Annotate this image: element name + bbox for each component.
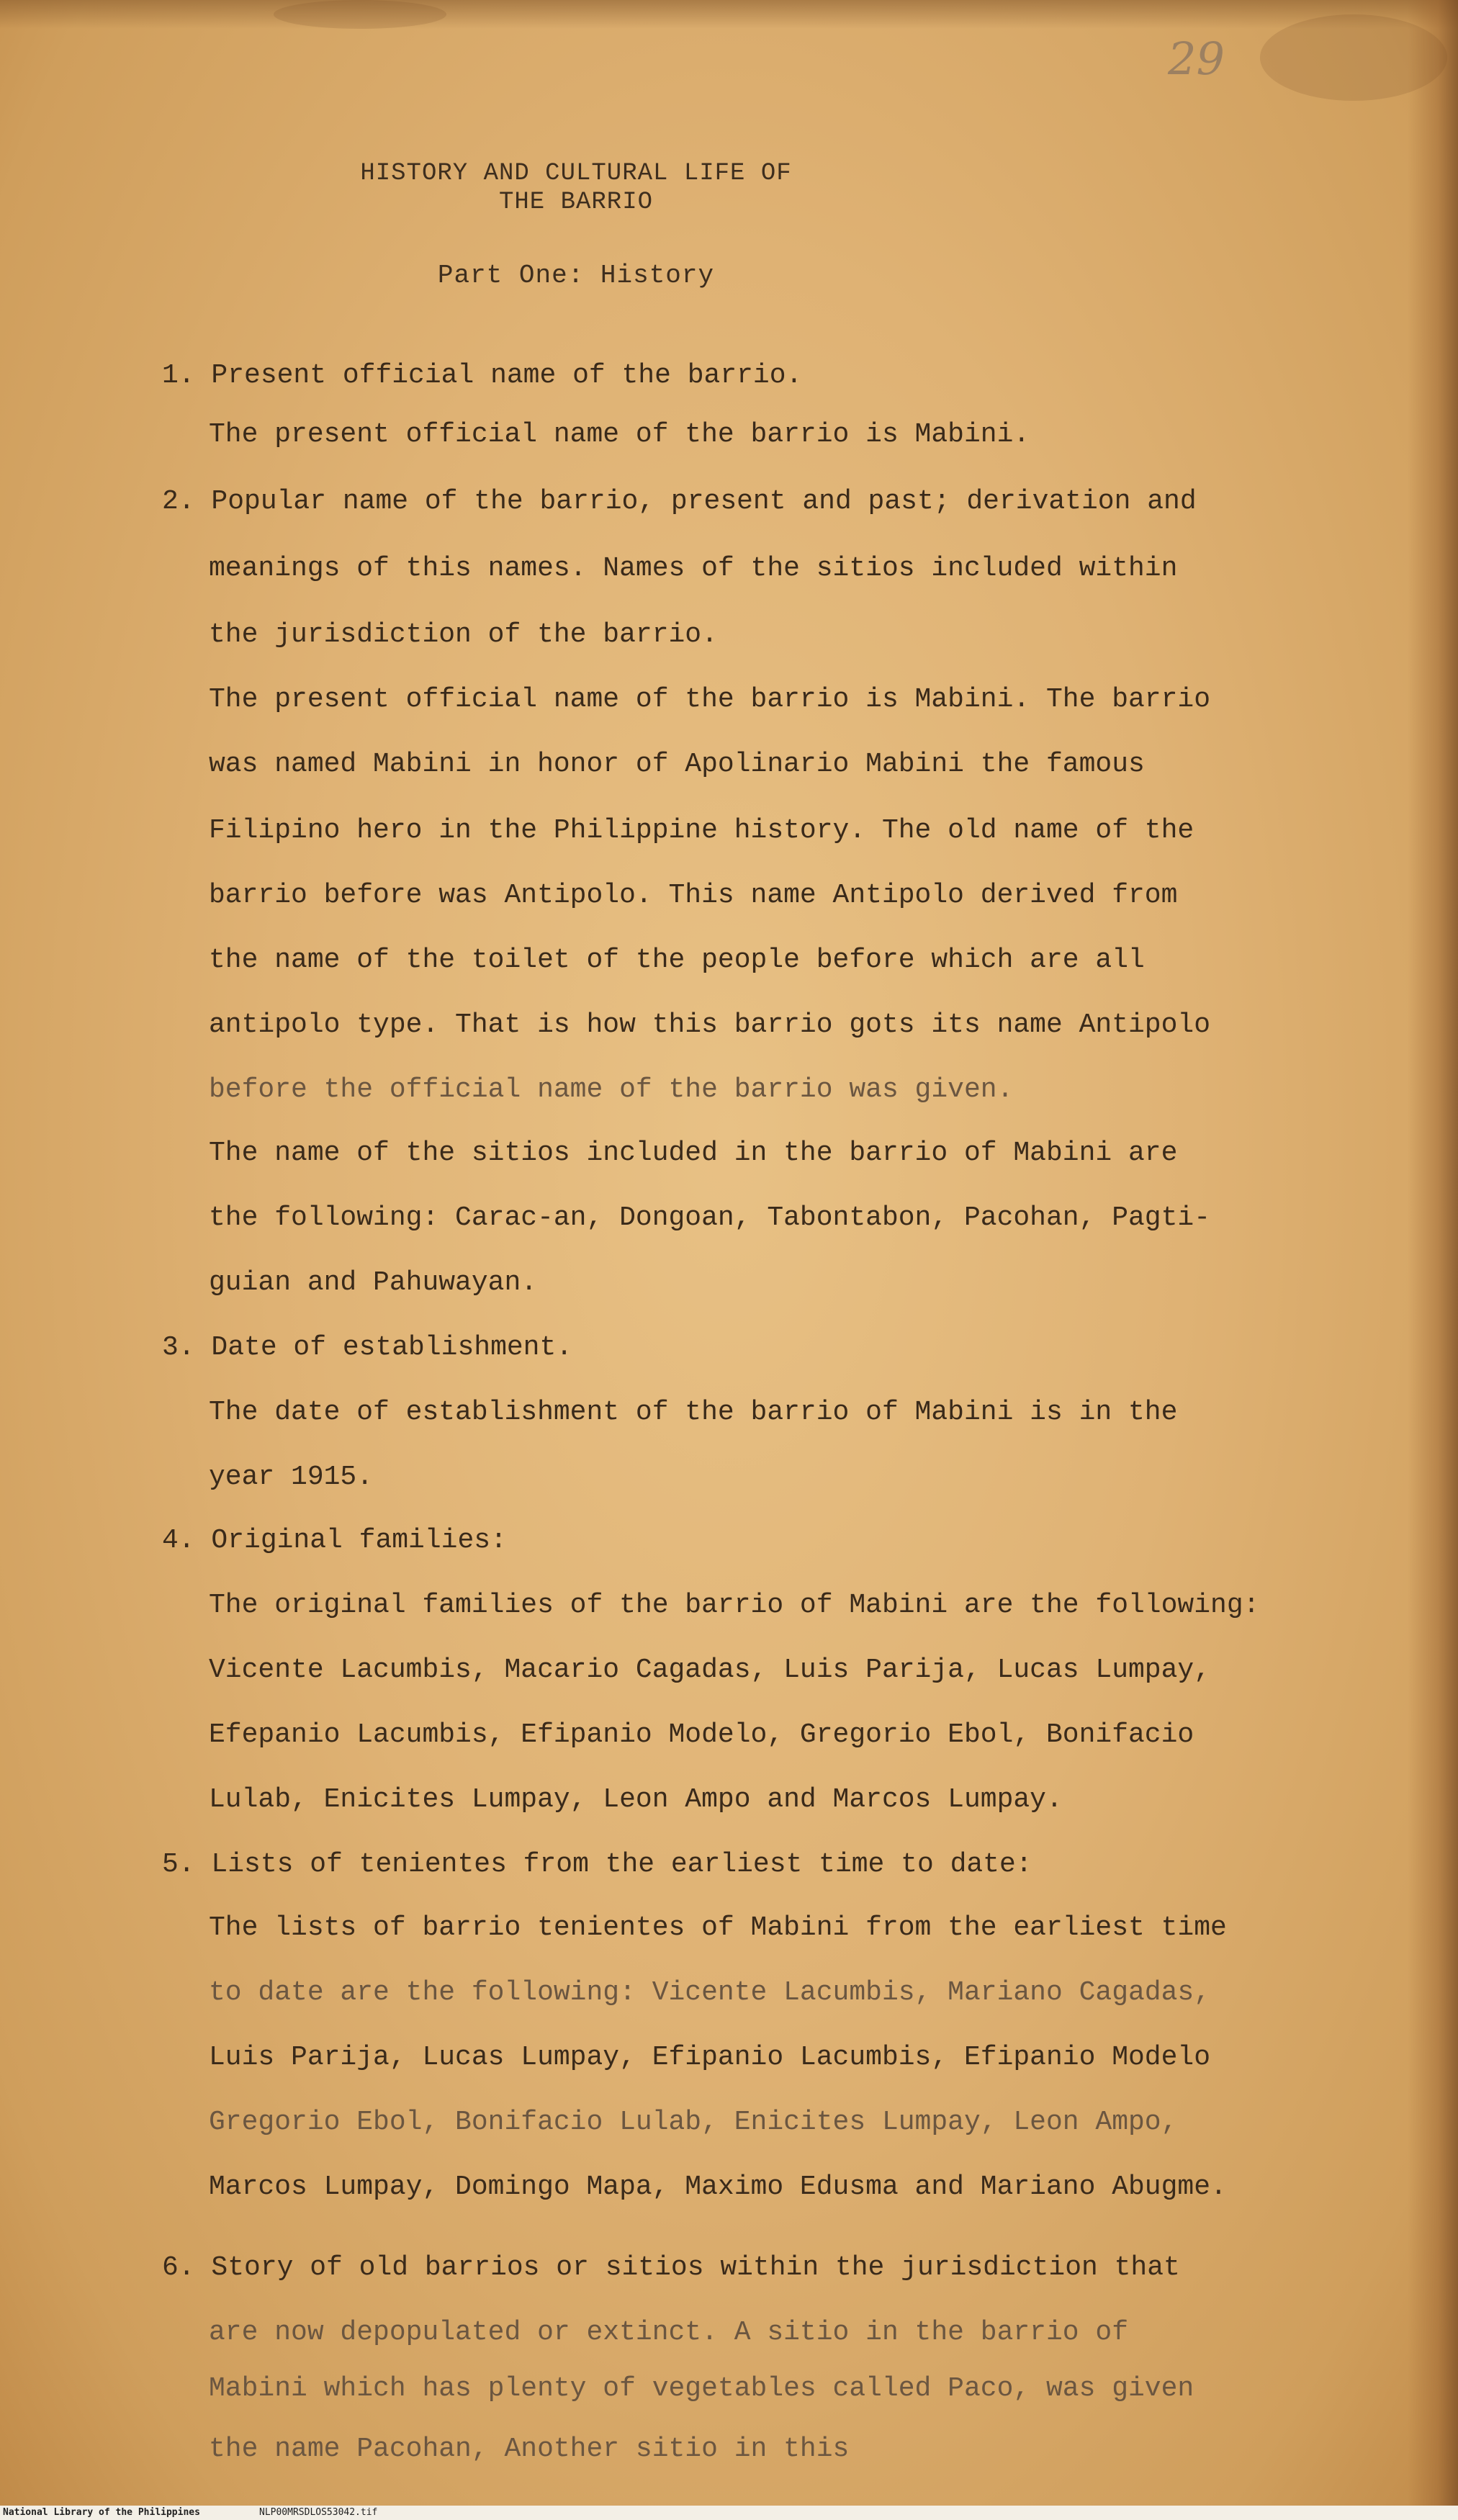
archive-credit: National Library of the Philippines xyxy=(3,2507,200,2518)
question-heading: 4. Original families: xyxy=(162,1525,507,1556)
answer-line: the name Pacohan, Another sitio in this xyxy=(209,2434,850,2465)
answer-line: Vicente Lacumbis, Macario Cagadas, Luis Parija, Lucas Lumpay, xyxy=(209,1655,1211,1686)
answer-line: the following: Carac-an, Dongoan, Tabontabon, Pacohan, Pagti- xyxy=(209,1202,1211,1233)
answer-line: The present official name of the barrio is Mabini. xyxy=(209,419,1030,450)
scan-footer-bar xyxy=(0,2506,1458,2520)
answer-line: The name of the sitios included in the barrio of Mabini are xyxy=(209,1138,1178,1169)
part-heading: Part One: History xyxy=(437,261,715,290)
answer-line: guian and Pahuwayan. xyxy=(209,1267,538,1298)
document-title-line-2: THE BARRIO xyxy=(498,189,654,216)
answer-line: Lulab, Enicites Lumpay, Leon Ampo and Marcos Lumpay. xyxy=(209,1784,1063,1815)
question-heading: 2. Popular name of the barrio, present and past; derivation and xyxy=(162,486,1197,517)
answer-line: to date are the following: Vicente Lacumbis, Mariano Cagadas, xyxy=(209,1977,1211,2008)
answer-line: the name of the toilet of the people before which are all xyxy=(209,945,1145,976)
question-line: the jurisdiction of the barrio. xyxy=(209,619,718,650)
paper-stain xyxy=(1260,14,1447,101)
answer-line: year 1915. xyxy=(209,1462,374,1493)
answer-line: The date of establishment of the barrio of Mabini is in the xyxy=(209,1397,1178,1428)
answer-line: The lists of barrio tenientes of Mabini from the earliest time xyxy=(209,1912,1227,1943)
answer-line: antipolo type. That is how this barrio gots its name Antipolo xyxy=(209,1009,1211,1040)
answer-line: Luis Parija, Lucas Lumpay, Efipanio Lacumbis, Efipanio Modelo xyxy=(209,2042,1211,2073)
answer-line: Filipino hero in the Philippine history. The old name of the xyxy=(209,815,1194,846)
answer-line: Gregorio Ebol, Bonifacio Lulab, Enicites Lumpay, Leon Ampo, xyxy=(209,2107,1178,2138)
question-heading: 6. Story of old barrios or sitios within the jurisdiction that xyxy=(162,2252,1180,2283)
scan-filename: NLP00MRSDLOS53042.tif xyxy=(259,2507,378,2518)
question-line: meanings of this names. Names of the sitios included within xyxy=(209,553,1178,584)
answer-line: was named Mabini in honor of Apolinario Mabini the famous xyxy=(209,749,1145,780)
answer-line: Efepanio Lacumbis, Efipanio Modelo, Gregorio Ebol, Bonifacio xyxy=(209,1719,1194,1750)
question-heading: 3. Date of establishment. xyxy=(162,1332,573,1363)
page-top-shadow xyxy=(0,0,1458,29)
answer-line: Marcos Lumpay, Domingo Mapa, Maximo Edusma and Mariano Abugme. xyxy=(209,2172,1227,2202)
question-heading: 5. Lists of tenientes from the earliest time to date: xyxy=(162,1849,1032,1880)
document-title-line-1: HISTORY AND CULTURAL LIFE OF xyxy=(360,160,792,187)
answer-line: barrio before was Antipolo. This name Antipolo derived from xyxy=(209,880,1178,911)
handwritten-page-number: 29 xyxy=(1168,32,1225,85)
question-heading: 1. Present official name of the barrio. xyxy=(162,360,803,391)
answer-line: are now depopulated or extinct. A sitio in the barrio of xyxy=(209,2317,1129,2348)
answer-line: The original families of the barrio of Mabini are the following: xyxy=(209,1590,1260,1621)
paper-stain xyxy=(274,0,446,29)
answer-line: before the official name of the barrio was given. xyxy=(209,1074,1014,1105)
page-right-edge xyxy=(1408,0,1458,2520)
answer-line: The present official name of the barrio is Mabini. The barrio xyxy=(209,684,1211,715)
answer-line: Mabini which has plenty of vegetables called Paco, was given xyxy=(209,2373,1194,2404)
